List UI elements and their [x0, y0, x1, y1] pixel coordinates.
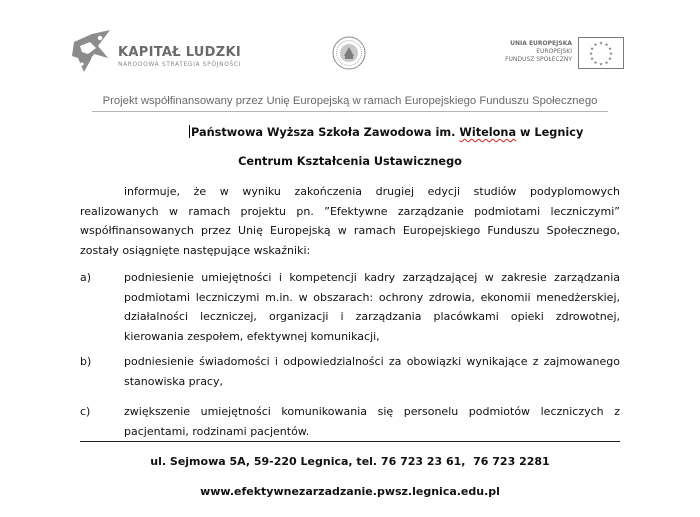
- svg-text:★: ★: [589, 57, 595, 62]
- svg-text:★: ★: [593, 61, 598, 66]
- svg-text:★: ★: [598, 62, 604, 68]
- eu-line-2: EUROPEJSKI: [536, 48, 572, 55]
- footer-url-link[interactable]: www.efektywnezarzadzanie.pwsz.legnica.edu.pl: [200, 485, 500, 498]
- header-divider: [92, 111, 608, 112]
- eu-logo-text: [486, 40, 572, 64]
- footer-divider: [80, 441, 620, 442]
- list-item: [80, 268, 620, 346]
- eu-flag-icon: [578, 37, 624, 69]
- text-cursor: [189, 125, 190, 138]
- footer-address: ul. Sejmowa 5A, 59-220 Legnica, tel. 76 723 23 61, 76 723 2281: [150, 455, 550, 468]
- svg-text:★: ★: [588, 52, 594, 57]
- title-prefix: Państwowa Wyższa Szkoła Zawodowa im.: [191, 126, 456, 139]
- list-marker: a): [80, 271, 92, 284]
- kapital-ludzki-title: KAPITAŁ LUDZKI: [118, 45, 241, 60]
- title-suffix: w Legnicy: [520, 126, 584, 139]
- spellcheck-word[interactable]: Witelona: [459, 126, 517, 139]
- list-item: [80, 402, 620, 441]
- list-marker: b): [80, 355, 92, 368]
- list-item-text: podniesienie świadomości i odpowiedzialności za obowiązki wynikające z zajmowanego stanowiska pracy,: [124, 355, 620, 388]
- list-item-text: zwiększenie umiejętności komunikowania się personelu podmiotów leczniczych z pacjentami, rodzinami pacjentów.: [124, 405, 620, 438]
- intro-paragraph: [80, 182, 620, 260]
- kapital-ludzki-subtitle: NARODOWA STRATEGIA SPÓJNOŚCI: [118, 61, 242, 68]
- svg-text:★: ★: [604, 61, 609, 66]
- svg-text:★: ★: [607, 57, 613, 62]
- svg-text:★: ★: [589, 47, 595, 52]
- svg-text:★: ★: [608, 52, 614, 57]
- list-marker: c): [80, 405, 91, 418]
- kapital-ludzki-logo-icon: [70, 28, 112, 78]
- list-item: [80, 352, 620, 391]
- svg-text:★: ★: [607, 47, 613, 52]
- list-item-text: podniesienie umiejętności i kompetencji kadry zarządzającej w zakresie zarządzania podmiotami leczniczymi m.in. w obszarach: ochrony zdrowia, ekonomii menedżerskiej, działalności leczniczej, organizacji i zarządzania placówkami opieki zdrowotnej, kierowania zespołem, efektywnej komunikacji,: [124, 271, 620, 343]
- university-seal-icon: [332, 36, 366, 70]
- svg-text:★: ★: [593, 43, 598, 48]
- project-cofinancing-line: Projekt współfinansowany przez Unię Europejską w ramach Europejskiego Funduszu Społecznego: [102, 95, 598, 107]
- eu-line-3: FUNDUSZ SPOŁECZNY: [505, 56, 572, 63]
- intro-text: informuje, że w wyniku zakończenia drugiej edycji studiów podyplomowych realizowanych w ramach projektu pn. ”Efektywne zarządzanie podmiotami leczniczymi” współfinansowanych przez Unię Europejską w ramach Europejskiego Funduszu Społecznego, zostały osiągnięte następujące wskaźniki:: [80, 185, 620, 257]
- header-logos: [0, 0, 700, 90]
- eu-line-1: UNIA EUROPEJSKA: [510, 40, 572, 47]
- svg-text:★: ★: [604, 43, 609, 48]
- document-subtitle: Centrum Kształcenia Ustawicznego: [238, 155, 462, 168]
- document-title[interactable]: [189, 125, 583, 139]
- svg-text:★: ★: [598, 41, 604, 47]
